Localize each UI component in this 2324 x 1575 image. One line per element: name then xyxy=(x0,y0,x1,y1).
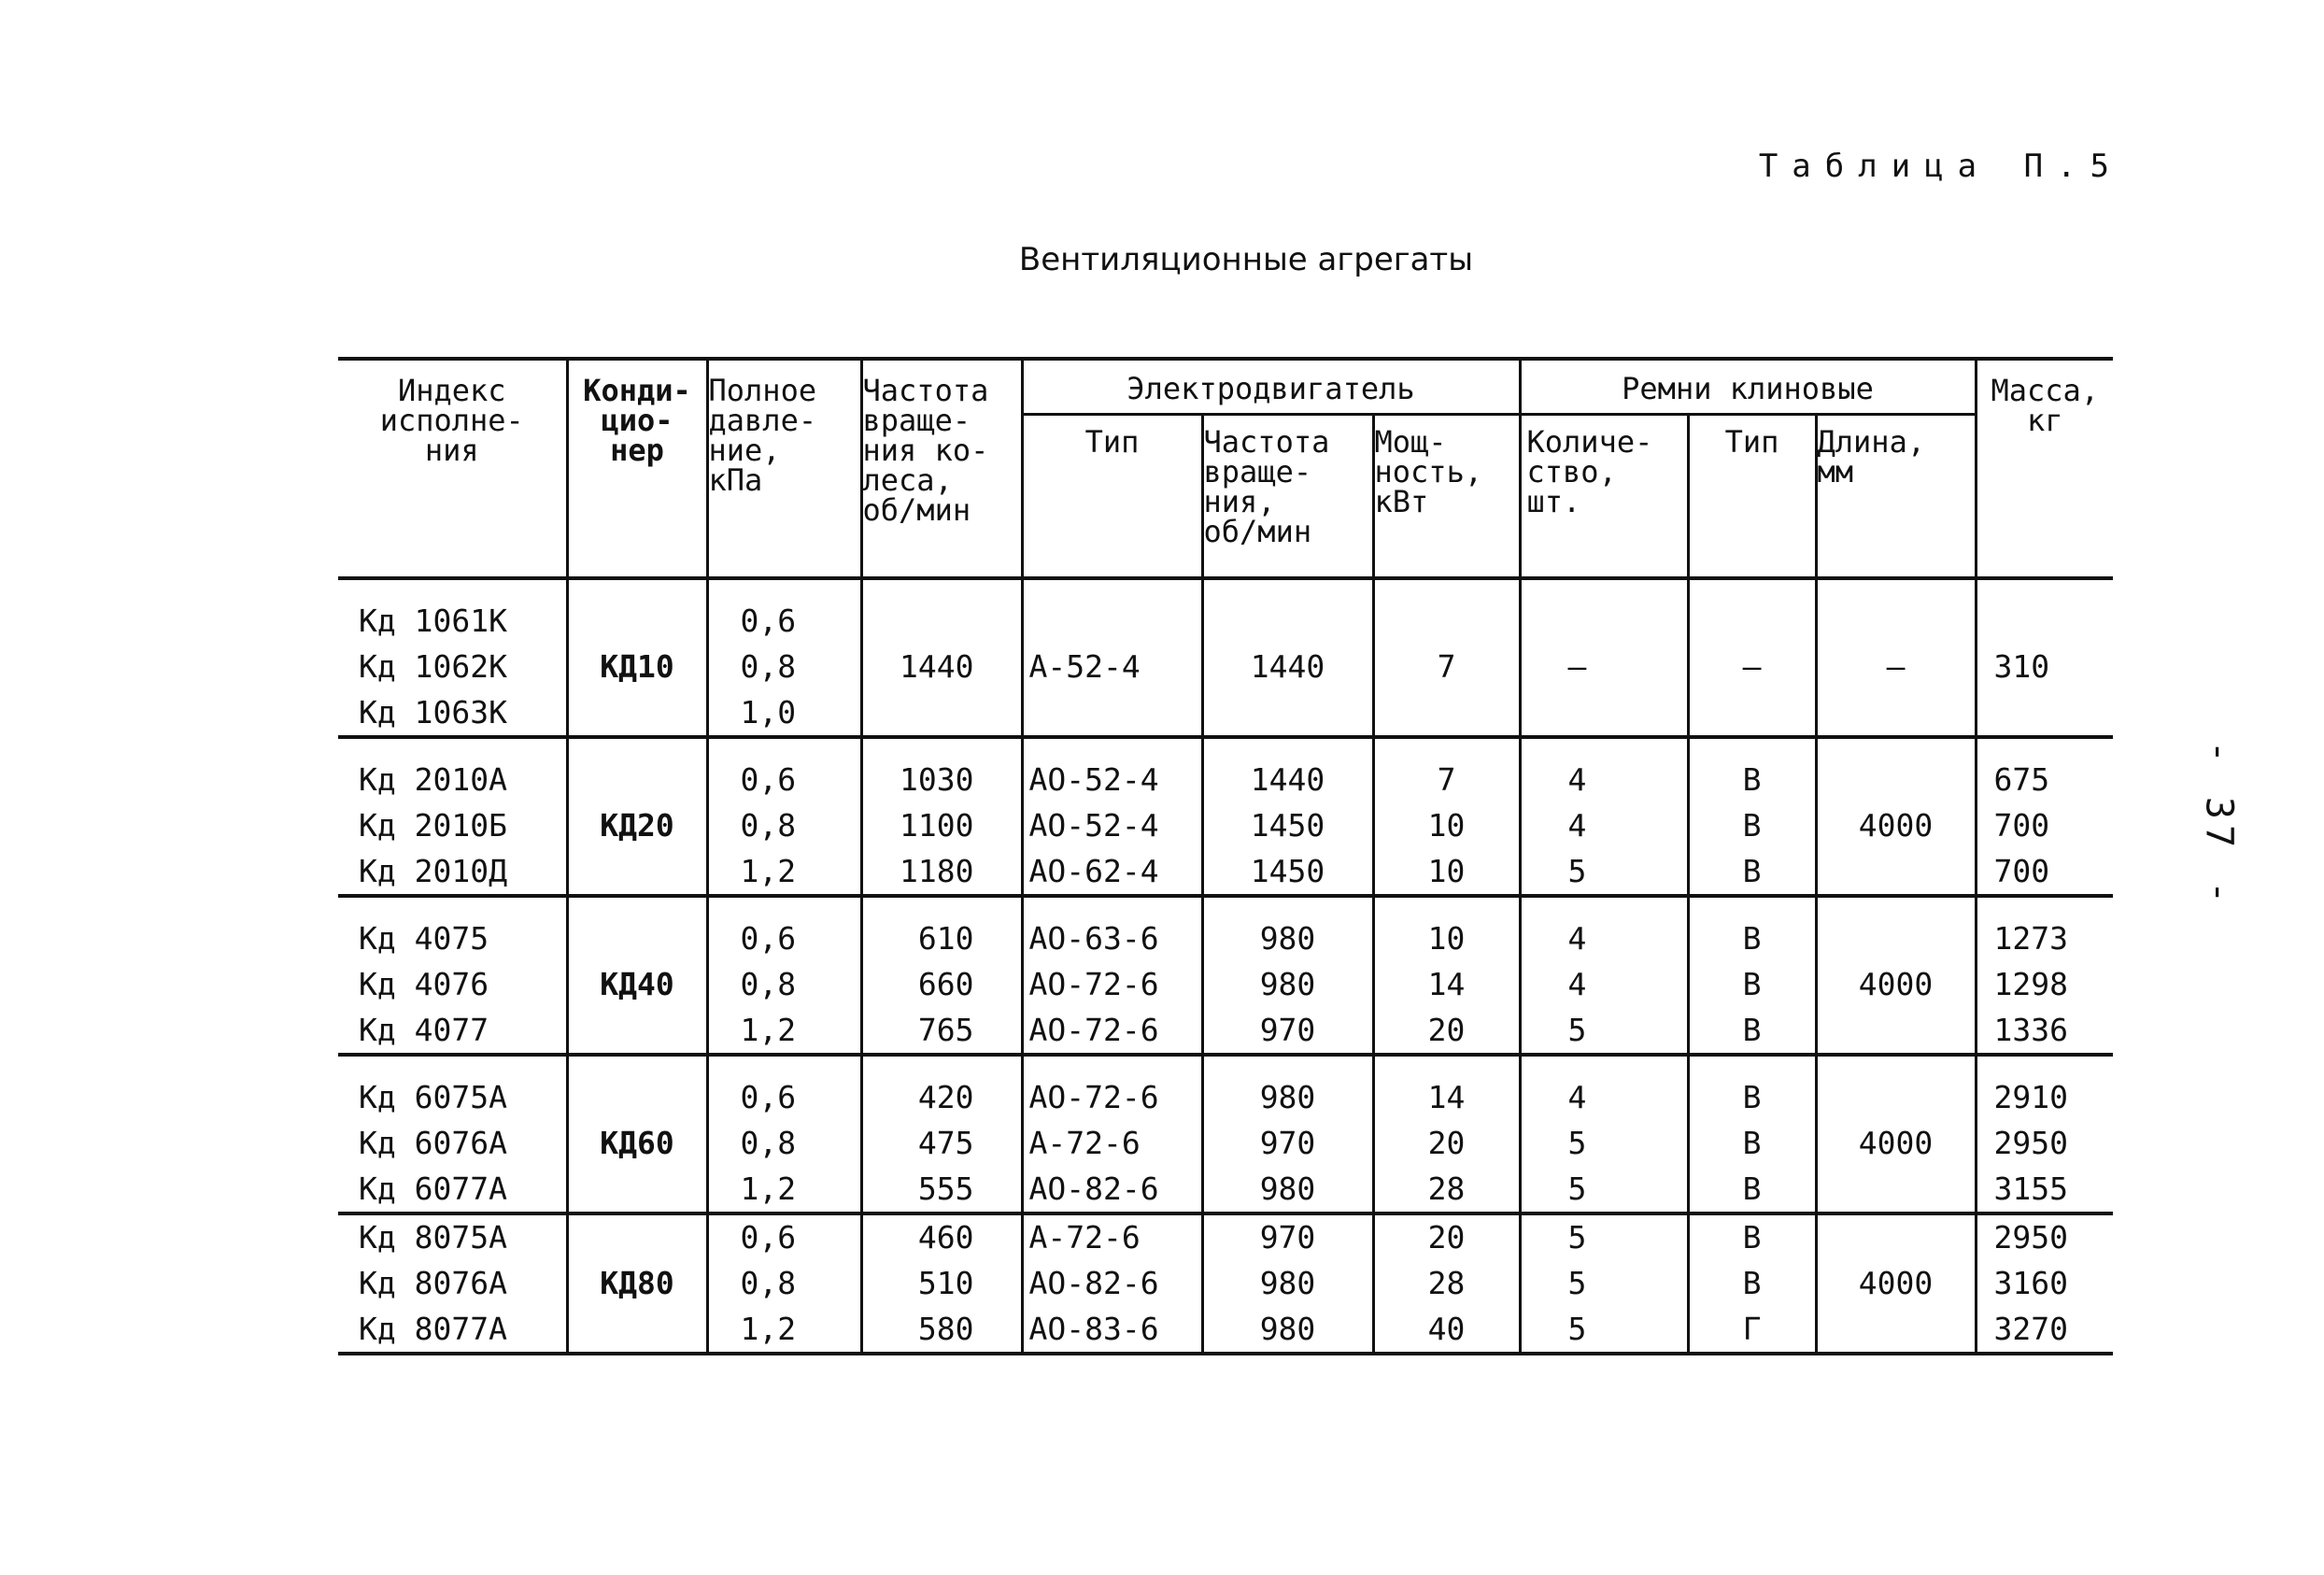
index-cell: Кд 6076А xyxy=(338,1120,567,1167)
index-cell: Кд 1062К xyxy=(338,644,567,690)
motor-rotation-cell: 980 xyxy=(1202,1167,1373,1213)
belts-length-cell: – xyxy=(1816,578,1976,737)
mass-cell: 2950 xyxy=(1976,1120,2113,1167)
wheel-rotation-cell: 1030 xyxy=(861,737,1022,802)
pressure-cell: 0,8 xyxy=(707,961,861,1008)
mass-cell: 700 xyxy=(1976,802,2113,849)
mass-cell: 2950 xyxy=(1976,1213,2113,1260)
belts-qty-cell: 5 xyxy=(1520,849,1688,896)
belts-length-cell: 4000 xyxy=(1816,1213,1976,1354)
motor-type-cell: АО-72-6 xyxy=(1022,1008,1202,1055)
ventilation-units-table xyxy=(338,357,2113,1355)
mass-cell: 310 xyxy=(1976,578,2113,737)
wheel-rotation-cell: 555 xyxy=(861,1167,1022,1213)
mass-cell: 2910 xyxy=(1976,1055,2113,1120)
header-belts-length: Длина, мм xyxy=(1816,415,1976,579)
mass-cell: 1336 xyxy=(1976,1008,2113,1055)
motor-type-cell: АО-83-6 xyxy=(1022,1307,1202,1354)
index-cell: Кд 1063К xyxy=(338,690,567,737)
wheel-rotation-cell: 660 xyxy=(861,961,1022,1008)
belts-type-cell: В xyxy=(1688,849,1816,896)
motor-power-cell: 10 xyxy=(1373,802,1520,849)
motor-type-cell: АО-82-6 xyxy=(1022,1260,1202,1307)
belts-type-cell: В xyxy=(1688,1120,1816,1167)
motor-power-cell: 40 xyxy=(1373,1307,1520,1354)
belts-qty-cell: – xyxy=(1520,578,1688,737)
belts-qty-cell: 5 xyxy=(1520,1307,1688,1354)
belts-length-cell: 4000 xyxy=(1816,1055,1976,1213)
index-cell: Кд 8077А xyxy=(338,1307,567,1354)
belts-qty-cell: 5 xyxy=(1520,1120,1688,1167)
belts-type-cell: В xyxy=(1688,1167,1816,1213)
header-conditioner: Конди- цио- нер xyxy=(567,359,707,578)
motor-type-cell: АО-72-6 xyxy=(1022,1055,1202,1120)
header-motor-rotation: Частота враще- ния, об/мин xyxy=(1202,415,1373,579)
mass-cell: 700 xyxy=(1976,849,2113,896)
wheel-rotation-cell: 420 xyxy=(861,1055,1022,1120)
mass-cell: 675 xyxy=(1976,737,2113,802)
pressure-cell: 1,2 xyxy=(707,849,861,896)
index-cell: Кд 4075 xyxy=(338,896,567,961)
belts-type-cell: – xyxy=(1688,578,1816,737)
motor-power-cell: 14 xyxy=(1373,1055,1520,1120)
motor-rotation-cell: 980 xyxy=(1202,896,1373,961)
belts-length-cell: 4000 xyxy=(1816,896,1976,1055)
index-cell: Кд 2010Б xyxy=(338,802,567,849)
motor-power-cell: 10 xyxy=(1373,896,1520,961)
pressure-cell: 0,6 xyxy=(707,896,861,961)
pressure-cell: 0,8 xyxy=(707,802,861,849)
mass-cell: 3155 xyxy=(1976,1167,2113,1213)
motor-rotation-cell: 970 xyxy=(1202,1120,1373,1167)
wheel-rotation-cell: 765 xyxy=(861,1008,1022,1055)
motor-rotation-cell: 980 xyxy=(1202,1055,1373,1120)
motor-rotation-cell: 980 xyxy=(1202,961,1373,1008)
table-body xyxy=(338,578,2113,1354)
header-wheel-rotation: Частота враще- ния ко- леса, об/мин xyxy=(861,359,1022,578)
pressure-cell: 1,2 xyxy=(707,1008,861,1055)
table-title: Вентиляционные агрегаты xyxy=(1018,241,1474,278)
wheel-rotation-cell: 1180 xyxy=(861,849,1022,896)
mass-cell: 1273 xyxy=(1976,896,2113,961)
motor-type-cell: АО-72-6 xyxy=(1022,961,1202,1008)
table-row xyxy=(338,896,2113,961)
header-index: Индекс исполне- ния xyxy=(338,359,567,578)
motor-rotation-cell: 980 xyxy=(1202,1307,1373,1354)
pressure-cell: 0,6 xyxy=(707,737,861,802)
motor-type-cell: А-72-6 xyxy=(1022,1213,1202,1260)
header-motor-power: Мощ- ность, кВт xyxy=(1373,415,1520,579)
header-mass: Масса, кг xyxy=(1976,359,2113,578)
motor-power-cell: 20 xyxy=(1373,1120,1520,1167)
motor-type-cell: А-52-4 xyxy=(1022,578,1202,737)
motor-type-cell: АО-52-4 xyxy=(1022,802,1202,849)
index-cell: Кд 8076А xyxy=(338,1260,567,1307)
index-cell: Кд 6075А xyxy=(338,1055,567,1120)
conditioner-cell: КД80 xyxy=(567,1213,707,1354)
header-belts-qty: Количе- ство, шт. xyxy=(1520,415,1688,579)
pressure-cell: 0,8 xyxy=(707,1260,861,1307)
header-pressure: Полное давле- ние, кПа xyxy=(707,359,861,578)
wheel-rotation-cell: 460 xyxy=(861,1213,1022,1260)
pressure-cell: 0,8 xyxy=(707,1120,861,1167)
index-cell: Кд 6077А xyxy=(338,1167,567,1213)
pressure-cell: 1,2 xyxy=(707,1167,861,1213)
index-cell: Кд 1061К xyxy=(338,578,567,644)
belts-length-cell: 4000 xyxy=(1816,737,1976,896)
index-cell: Кд 2010Д xyxy=(338,849,567,896)
mass-cell: 1298 xyxy=(1976,961,2113,1008)
wheel-rotation-cell: 1440 xyxy=(861,578,1022,737)
pressure-cell: 1,0 xyxy=(707,690,861,737)
wheel-rotation-cell: 580 xyxy=(861,1307,1022,1354)
motor-power-cell: 28 xyxy=(1373,1260,1520,1307)
belts-type-cell: В xyxy=(1688,1260,1816,1307)
table-row xyxy=(338,1055,2113,1120)
belts-type-cell: В xyxy=(1688,802,1816,849)
belts-qty-cell: 5 xyxy=(1520,1260,1688,1307)
wheel-rotation-cell: 610 xyxy=(861,896,1022,961)
pressure-cell: 0,8 xyxy=(707,644,861,690)
header-motor-type: Тип xyxy=(1022,415,1202,579)
motor-rotation-cell: 1440 xyxy=(1202,578,1373,737)
belts-type-cell: В xyxy=(1688,961,1816,1008)
belts-qty-cell: 4 xyxy=(1520,896,1688,961)
table-label: Таблица П.5 xyxy=(1758,148,2123,185)
motor-power-cell: 7 xyxy=(1373,737,1520,802)
table-row xyxy=(338,1213,2113,1260)
motor-type-cell: АО-82-6 xyxy=(1022,1167,1202,1213)
index-cell: Кд 2010А xyxy=(338,737,567,802)
belts-type-cell: В xyxy=(1688,1213,1816,1260)
motor-rotation-cell: 980 xyxy=(1202,1260,1373,1307)
belts-type-cell: В xyxy=(1688,1008,1816,1055)
table-row xyxy=(338,578,2113,644)
motor-rotation-cell: 1440 xyxy=(1202,737,1373,802)
motor-power-cell: 20 xyxy=(1373,1213,1520,1260)
belts-qty-cell: 5 xyxy=(1520,1213,1688,1260)
pressure-cell: 1,2 xyxy=(707,1307,861,1354)
table-header xyxy=(338,359,2113,578)
belts-qty-cell: 5 xyxy=(1520,1167,1688,1213)
mass-cell: 3270 xyxy=(1976,1307,2113,1354)
belts-qty-cell: 5 xyxy=(1520,1008,1688,1055)
motor-rotation-cell: 970 xyxy=(1202,1213,1373,1260)
index-cell: Кд 4076 xyxy=(338,961,567,1008)
belts-type-cell: Г xyxy=(1688,1307,1816,1354)
index-cell: Кд 4077 xyxy=(338,1008,567,1055)
table-row xyxy=(338,737,2113,802)
motor-power-cell: 28 xyxy=(1373,1167,1520,1213)
wheel-rotation-cell: 1100 xyxy=(861,802,1022,849)
header-motor-group: Электродвигатель xyxy=(1022,359,1520,415)
motor-type-cell: А-72-6 xyxy=(1022,1120,1202,1167)
conditioner-cell: КД40 xyxy=(567,896,707,1055)
header-belts-type: Тип xyxy=(1688,415,1816,579)
motor-power-cell: 20 xyxy=(1373,1008,1520,1055)
conditioner-cell: КД60 xyxy=(567,1055,707,1213)
motor-type-cell: АО-62-4 xyxy=(1022,849,1202,896)
belts-qty-cell: 4 xyxy=(1520,737,1688,802)
motor-type-cell: АО-52-4 xyxy=(1022,737,1202,802)
pressure-cell: 0,6 xyxy=(707,578,861,644)
motor-rotation-cell: 970 xyxy=(1202,1008,1373,1055)
conditioner-cell: КД10 xyxy=(567,578,707,737)
belts-type-cell: В xyxy=(1688,1055,1816,1120)
pressure-cell: 0,6 xyxy=(707,1055,861,1120)
motor-power-cell: 10 xyxy=(1373,849,1520,896)
motor-rotation-cell: 1450 xyxy=(1202,802,1373,849)
wheel-rotation-cell: 475 xyxy=(861,1120,1022,1167)
belts-qty-cell: 4 xyxy=(1520,961,1688,1008)
motor-rotation-cell: 1450 xyxy=(1202,849,1373,896)
wheel-rotation-cell: 510 xyxy=(861,1260,1022,1307)
motor-type-cell: АО-63-6 xyxy=(1022,896,1202,961)
belts-qty-cell: 4 xyxy=(1520,1055,1688,1120)
index-cell: Кд 8075А xyxy=(338,1213,567,1260)
mass-cell: 3160 xyxy=(1976,1260,2113,1307)
header-belts-group: Ремни клиновые xyxy=(1520,359,1976,415)
belts-type-cell: В xyxy=(1688,737,1816,802)
pressure-cell: 0,6 xyxy=(707,1213,861,1260)
belts-qty-cell: 4 xyxy=(1520,802,1688,849)
belts-type-cell: В xyxy=(1688,896,1816,961)
conditioner-cell: КД20 xyxy=(567,737,707,896)
motor-power-cell: 7 xyxy=(1373,578,1520,737)
page-number: - 37 - xyxy=(2197,740,2241,910)
motor-power-cell: 14 xyxy=(1373,961,1520,1008)
